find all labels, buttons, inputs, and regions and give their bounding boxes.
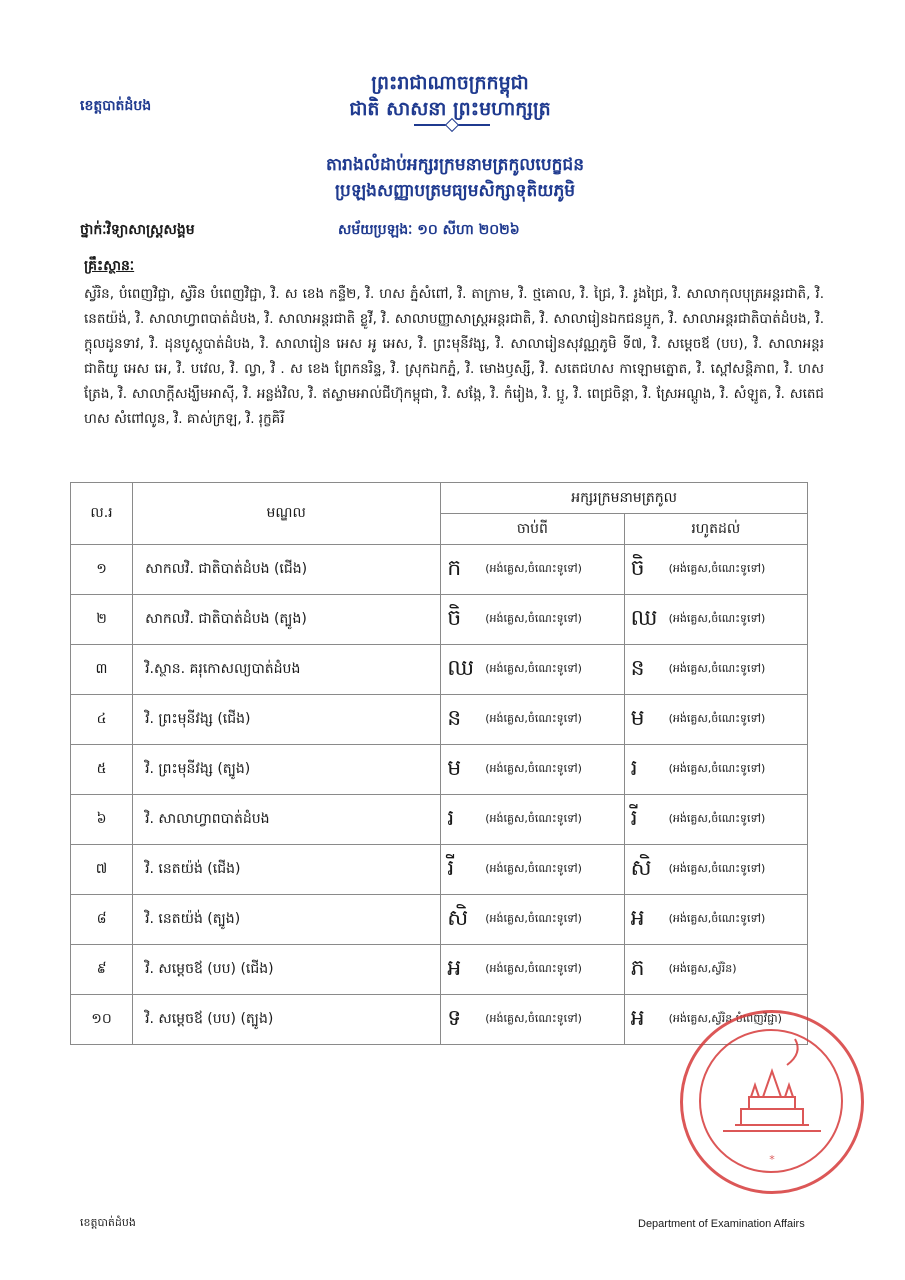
to-letter: អ bbox=[630, 905, 645, 931]
table-row bbox=[71, 595, 808, 645]
from-note: (អង់គ្លេស,ចំណេះទូទៅ) bbox=[485, 861, 582, 875]
row-to bbox=[624, 795, 807, 845]
row-to bbox=[624, 645, 807, 695]
footer-province: ខេត្តបាត់ដំបង bbox=[80, 1216, 136, 1229]
exam-level: ថ្នាក់ៈវិទ្យាសាស្ត្រសង្គម bbox=[80, 222, 195, 238]
row-number: ១ bbox=[71, 545, 133, 595]
row-from bbox=[441, 995, 624, 1045]
title-line-2: ប្រឡងសញ្ញាបត្រមធ្យមសិក្សាទុតិយភូមិ bbox=[334, 181, 576, 201]
province-label: ខេត្តបាត់ដំបង bbox=[80, 98, 152, 114]
row-number: ១០ bbox=[71, 995, 133, 1045]
row-from bbox=[441, 795, 624, 845]
row-center: សាកលវិ. ជាតិបាត់ដំបង (ត្បូង) bbox=[133, 595, 441, 645]
from-letter: សិ bbox=[447, 905, 469, 931]
from-note: (អង់គ្លេស,ចំណេះទូទៅ) bbox=[485, 1011, 582, 1025]
to-note: (អង់គ្លេស,ចំណេះទូទៅ) bbox=[668, 711, 766, 725]
from-letter: រី bbox=[447, 855, 455, 881]
row-center: វិ. នេតយ៉ង់ (ត្បូង) bbox=[133, 895, 441, 945]
row-from bbox=[441, 595, 624, 645]
to-note: (អង់គ្លេស,ស្វ័រិន បំពេញវិជ្ជា) bbox=[668, 1011, 782, 1025]
to-letter: សិ bbox=[630, 855, 652, 881]
from-letter: ម bbox=[447, 755, 462, 781]
row-to bbox=[624, 745, 807, 795]
table-row bbox=[71, 645, 808, 695]
schools-list: ស្វ័រិន, បំពេញវិជ្ជា, ស្វ័រិន បំពេញវិជ្ជា, វិ. ស ខេង កន្ទឺ២, វិ. ហស ភ្នំសំពៅ, វិ. តាក្រាម, វិ. ថ្មគោល, វិ. ជ្រៃ, វិ. រូងជ្រៃ, វិ. សាលាកុលបុត្រអន្តរជាតិ, វិ. នេតយ៉ង់, វិ. សាលាហ្វាពបាត់ដំបង, វិ. សាលាអន្តរជាតិ ខ្លូវី, វិ. សាលាបញ្ញាសាស្ត្រអន្តរជាតិ, វិ. សាលារៀនឯកជនប្អូក, វិ. សាលាអន្តរជាតិបាត់ដំបង, វិ. ក្តុលដូនទាវ, វិ. ដុនបូស្កូបាត់ដំបង, វិ. សាលារៀន អេស អូ អេស, វិ. ព្រះមុនីវង្ស, វិ. សាលារៀនសុវណ្ណភូមិ ទី៧, វិ. សម្តេចឪ (បប), វិ. សាលាអន្តរជាតិយូ អេស អេ, វិ. បវេល, វិ. ល្វា, វិ . ស ខេង ព្រែកនរិន្ទ, វិ. ស្រុកឯកភ្នំ, វិ. មោងឫស្សី, វិ. សតេជហស កាឡោមត្នោត, វិ. ស្ពៅសន្តិភាព, វិ. ហស ត្រែង, វិ. សាលាក្តីសង្ឃឹមអាស៊ី, វិ. អន្លង់វិល, វិ. ឥស្លាមអាល់ជីហ៊ុកម្ពុជា, វិ. សង្កែ, វិ. កំរៀង, វិ. ប្អូ, វិ. ពេជ្រចិន្តា, វិ. ស្រែអណ្តូង, វិ. សំឡូត, វិ. សតេជ ហស សំពៅលូន, វិ. គាស់ក្រឡ, វិ. រុក្ខគិរី bbox=[84, 286, 824, 427]
from-letter: អ bbox=[447, 955, 462, 981]
table-row bbox=[71, 945, 808, 995]
from-letter: ន bbox=[447, 705, 462, 731]
to-note: (អង់គ្លេស,ចំណេះទូទៅ) bbox=[668, 861, 766, 875]
row-to bbox=[624, 845, 807, 895]
row-to bbox=[624, 595, 807, 645]
header-from: ចាប់ពី bbox=[441, 514, 624, 545]
to-note: (អង់គ្លេស,ចំណេះទូទៅ) bbox=[668, 611, 766, 625]
table-row bbox=[71, 795, 808, 845]
from-note: (អង់គ្លេស,ចំណេះទូទៅ) bbox=[485, 661, 582, 675]
exam-session: សម័យប្រឡងៈ ១០ សីហា ២០២៦ bbox=[338, 222, 520, 238]
table-row bbox=[71, 845, 808, 895]
row-from bbox=[441, 645, 624, 695]
to-letter: ម bbox=[630, 705, 645, 731]
header-center: មណ្ឌល bbox=[133, 483, 441, 545]
row-number: ៩ bbox=[71, 945, 133, 995]
to-letter: រ bbox=[630, 755, 638, 781]
from-letter: ទ bbox=[447, 1005, 462, 1031]
header-no: ល.រ bbox=[71, 483, 133, 545]
official-seal bbox=[680, 1010, 864, 1194]
table-header-row bbox=[71, 483, 808, 514]
row-from bbox=[441, 945, 624, 995]
to-letter: អ bbox=[630, 1005, 645, 1031]
to-letter: ភ bbox=[630, 955, 645, 981]
row-to bbox=[624, 695, 807, 745]
row-number: ៥ bbox=[71, 745, 133, 795]
from-note: (អង់គ្លេស,ចំណេះទូទៅ) bbox=[485, 611, 582, 625]
header-to: រហូតដល់ bbox=[624, 514, 807, 545]
to-note: (អង់គ្លេស,ស្វ័រិន) bbox=[668, 961, 737, 975]
row-to bbox=[624, 945, 807, 995]
to-note: (អង់គ្លេស,ចំណេះទូទៅ) bbox=[668, 661, 766, 675]
table-row bbox=[71, 745, 808, 795]
row-number: ៤ bbox=[71, 695, 133, 745]
from-note: (អង់គ្លេស,ចំណេះទូទៅ) bbox=[485, 911, 582, 925]
title-line-1: តារាងលំដាប់អក្សរក្រមនាមត្រកូលបេក្ខជន bbox=[326, 155, 584, 175]
ornament-divider bbox=[414, 124, 490, 126]
from-note: (អង់គ្លេស,ចំណេះទូទៅ) bbox=[485, 961, 582, 975]
from-letter: រ bbox=[447, 805, 455, 831]
to-letter: រី bbox=[630, 805, 638, 831]
to-note: (អង់គ្លេស,ចំណេះទូទៅ) bbox=[668, 911, 766, 925]
row-from bbox=[441, 545, 624, 595]
row-center: វិ. សាលាហ្វាពបាត់ដំបង bbox=[133, 795, 441, 845]
row-number: ៦ bbox=[71, 795, 133, 845]
row-center: វិ. ព្រះមុនីវង្ស (ត្បូង) bbox=[133, 745, 441, 795]
schools-heading: គ្រឹះស្ថានៈ bbox=[84, 258, 135, 274]
row-center: វិ. សម្តេចឪ (បប) (ជើង) bbox=[133, 945, 441, 995]
to-letter: ឈ bbox=[630, 605, 658, 631]
row-center: វិ. នេតយ៉ង់ (ជើង) bbox=[133, 845, 441, 895]
center-allocation-table bbox=[70, 482, 808, 1045]
from-note: (អង់គ្លេស,ចំណេះទូទៅ) bbox=[485, 711, 582, 725]
table-body bbox=[71, 545, 808, 1045]
document-title bbox=[260, 152, 650, 204]
row-number: ២ bbox=[71, 595, 133, 645]
row-number: ៣ bbox=[71, 645, 133, 695]
row-from bbox=[441, 695, 624, 745]
to-note: (អង់គ្លេស,ចំណេះទូទៅ) bbox=[668, 761, 766, 775]
row-to bbox=[624, 895, 807, 945]
from-note: (អង់គ្លេស,ចំណេះទូទៅ) bbox=[485, 561, 582, 575]
from-letter: ឈ bbox=[447, 655, 475, 681]
row-from bbox=[441, 895, 624, 945]
row-to bbox=[624, 545, 807, 595]
header-range: អក្សរក្រមនាមត្រកូល bbox=[441, 483, 808, 514]
national-motto: ជាតិ សាសនា ព្រះមហាក្សត្រ bbox=[349, 98, 551, 120]
row-center: វិ. ព្រះមុនីវង្ស (ជើង) bbox=[133, 695, 441, 745]
from-note: (អង់គ្លេស,ចំណេះទូទៅ) bbox=[485, 811, 582, 825]
kingdom-name: ព្រះរាជាណាចក្រកម្ពុជា bbox=[371, 72, 529, 94]
row-number: ៧ bbox=[71, 845, 133, 895]
from-letter: ចិ bbox=[447, 605, 462, 631]
row-center: សាកលវិ. ជាតិបាត់ដំបង (ជើង) bbox=[133, 545, 441, 595]
svg-text:*: * bbox=[769, 1153, 775, 1166]
row-center: វិ. សម្តេចឪ (បប) (ត្បូង) bbox=[133, 995, 441, 1045]
table-row bbox=[71, 895, 808, 945]
row-center: វិ.ស្ថាន. គរុកោសល្យបាត់ដំបង bbox=[133, 645, 441, 695]
from-note: (អង់គ្លេស,ចំណេះទូទៅ) bbox=[485, 761, 582, 775]
footer-department: Department of Examination Affairs bbox=[638, 1218, 805, 1230]
to-note: (អង់គ្លេស,ចំណេះទូទៅ) bbox=[668, 561, 766, 575]
to-note: (អង់គ្លេស,ចំណេះទូទៅ) bbox=[668, 811, 766, 825]
table-row bbox=[71, 545, 808, 595]
kingdom-header bbox=[300, 70, 600, 122]
to-letter: ន bbox=[630, 655, 645, 681]
angkor-temple-icon bbox=[683, 1013, 861, 1191]
row-number: ៨ bbox=[71, 895, 133, 945]
from-letter: ក bbox=[447, 555, 462, 581]
to-letter: ចិ bbox=[630, 555, 645, 581]
row-from bbox=[441, 845, 624, 895]
table-row bbox=[71, 695, 808, 745]
row-from bbox=[441, 745, 624, 795]
